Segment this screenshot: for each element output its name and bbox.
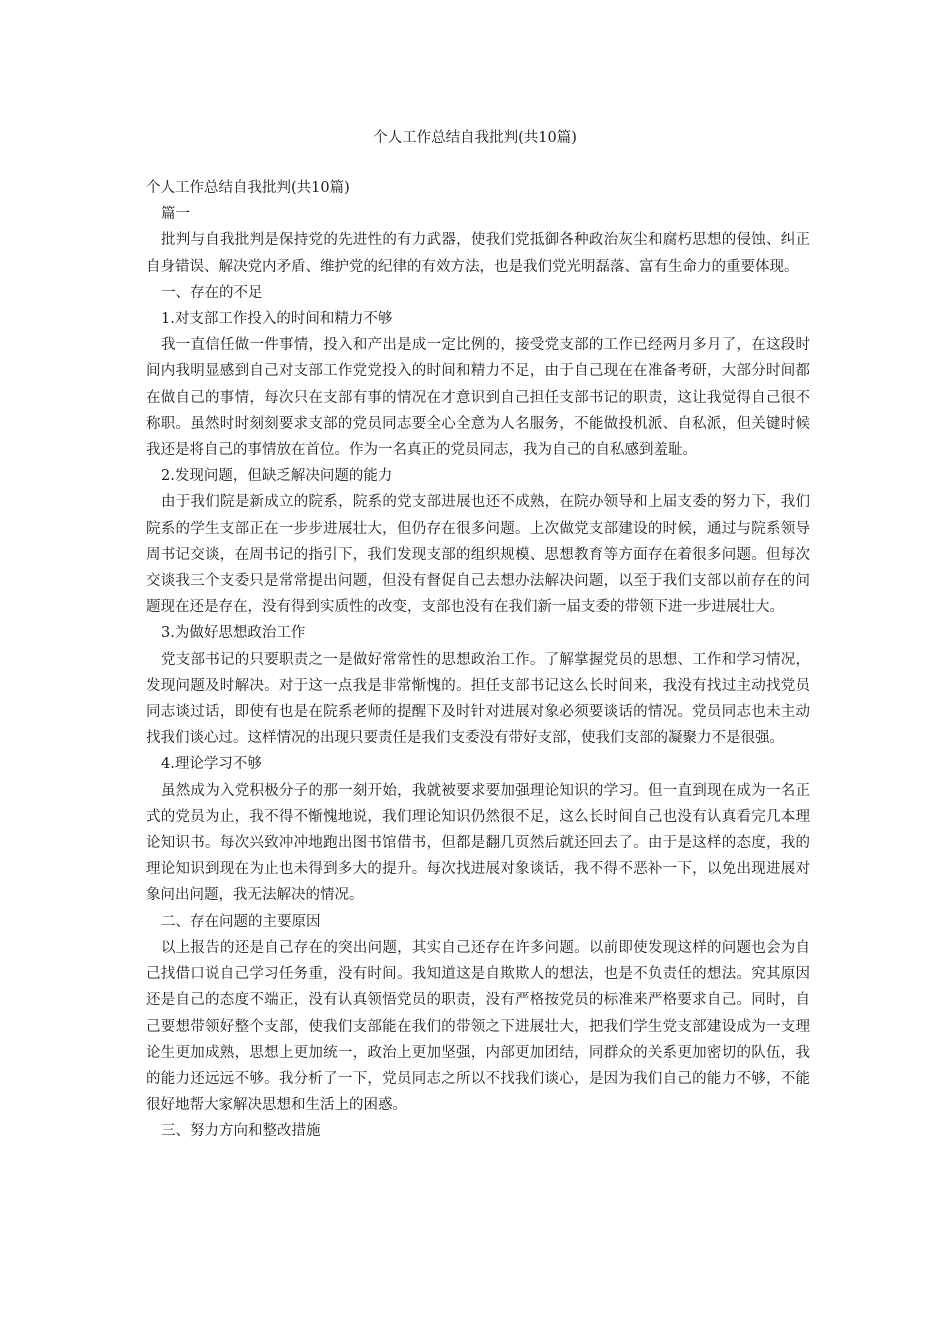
document-subtitle: 个人工作总结自我批判(共10篇) [146, 180, 350, 196]
paragraph-2: 由于我们院是新成立的院系，院系的党支部进展也还不成熟，在院办领导和上届支委的努力下，我们院系的学生支部正在一步步进展壮大，但仍存在很多问题。上次做党支部建设的时候，通过与院系领导周书记交谈，在周书记的指引下，我们发现支部的组织规模、思想教育等方面存在着很多问题。但每次交谈我三个支委只是常常提出问题，但没有督促自己去想办法解决问题，以至于我们支部以前存在的问题现在还是存在，没有得到实质性的改变，支部也没有在我们新一届支委的带领下进一步进展壮大。 [146, 494, 810, 616]
subheading-2: 2.发现问题，但缺乏解决问题的能力 [161, 468, 393, 485]
paragraph-3: 党支部书记的只要职责之一是做好常常性的思想政治工作。了解掌握党员的思想、工作和学习情况，发现问题及时解决。对于这一点我是非常惭愧的。担任支部书记这么长时间来，我没有找过主动找党员同志谈过话，即使有也是在院系老师的提醒下及时针对进展对象必须要谈话的情况。党员同志也未主动找我们谈心过。这样情况的出现只要责任是我们支委没有带好支部，使我们支部的凝聚力不是很强。 [146, 651, 810, 747]
heading-causes: 二、存在问题的主要原因 [161, 913, 321, 930]
heading-shortcomings: 一、存在的不足 [161, 284, 263, 301]
subheading-4: 4.理论学习不够 [161, 756, 262, 773]
paragraph-1: 我一直信任做一件事情，投入和产出是成一定比例的，接受党支部的工作已经两月多月了，在这段时间内我明显感到自己对支部工作党党投入的时间和精力不足，由于自己现在在准备考研，大部分时间都在做自己的事情，每次只在支部有事的情况在才意识到自己担任支部书记的职责，这让我觉得自己很不称职。虽然时时刻刻要求支部的党员同志要全心全意为人名服务，不能做投机派、自私派，但关键时候我还是将自己的事情放在首位。作为一名真正的党员同志，我为自己的自私感到羞耻。 [146, 337, 810, 459]
document-title: 个人工作总结自我批判(共10篇) [373, 130, 577, 146]
heading-measures: 三、努力方向和整改措施 [161, 1123, 321, 1140]
paragraph-4: 虽然成为入党积极分子的那一刻开始，我就被要求要加强理论知识的学习。但一直到现在成为一名正式的党员为止，我不得不惭愧地说，我们理论知识仍然很不足，这么长时间自己也没有认真看完几本理论知识书。每次兴致冲冲地跑出图书馆借书，但都是翻几页然后就还回去了。由于是这样的态度，我的理论知识到现在为止也未得到多大的提升。每次找进展对象谈话，我不得不恶补一下，以免出现进展对象问出问题，我无法解决的情况。 [146, 782, 810, 904]
subheading-3: 3.为做好思想政治工作 [161, 625, 306, 642]
document-body [146, 175, 810, 1145]
section-label: 篇一 [161, 206, 190, 223]
intro-paragraph: 批判与自我批判是保持党的先进性的有力武器，使我们党抵御各种政治灰尘和腐朽思想的侵蚀、纠正自身错误、解决党内矛盾、维护党的纪律的有效方法，也是我们党光明磊落、富有生命力的重要体现。 [146, 232, 810, 275]
paragraph-causes: 以上报告的还是自己存在的突出问题，其实自己还存在许多问题。以前即使发现这样的问题也会为自己找借口说自己学习任务重，没有时间。我知道这是自欺欺人的想法，也是不负责任的想法。究其原因还是自己的态度不端正，没有认真领悟党员的职责，没有严格按党员的标准来严格要求自己。同时，自己要想带领好整个支部，使我们支部能在我们的带领之下进展壮大，把我们学生党支部建设成为一支理论生更加成熟，思想上更加统一，政治上更加坚强，内部更加团结，同群众的关系更加密切的队伍，我的能力还远远不够。我分析了一下，党员同志之所以不找我们谈心，是因为我们自己的能力不够，不能很好地帮大家解决思想和生活上的困惑。 [146, 939, 810, 1114]
subheading-1: 1.对支部工作投入的时间和精力不够 [161, 311, 393, 328]
